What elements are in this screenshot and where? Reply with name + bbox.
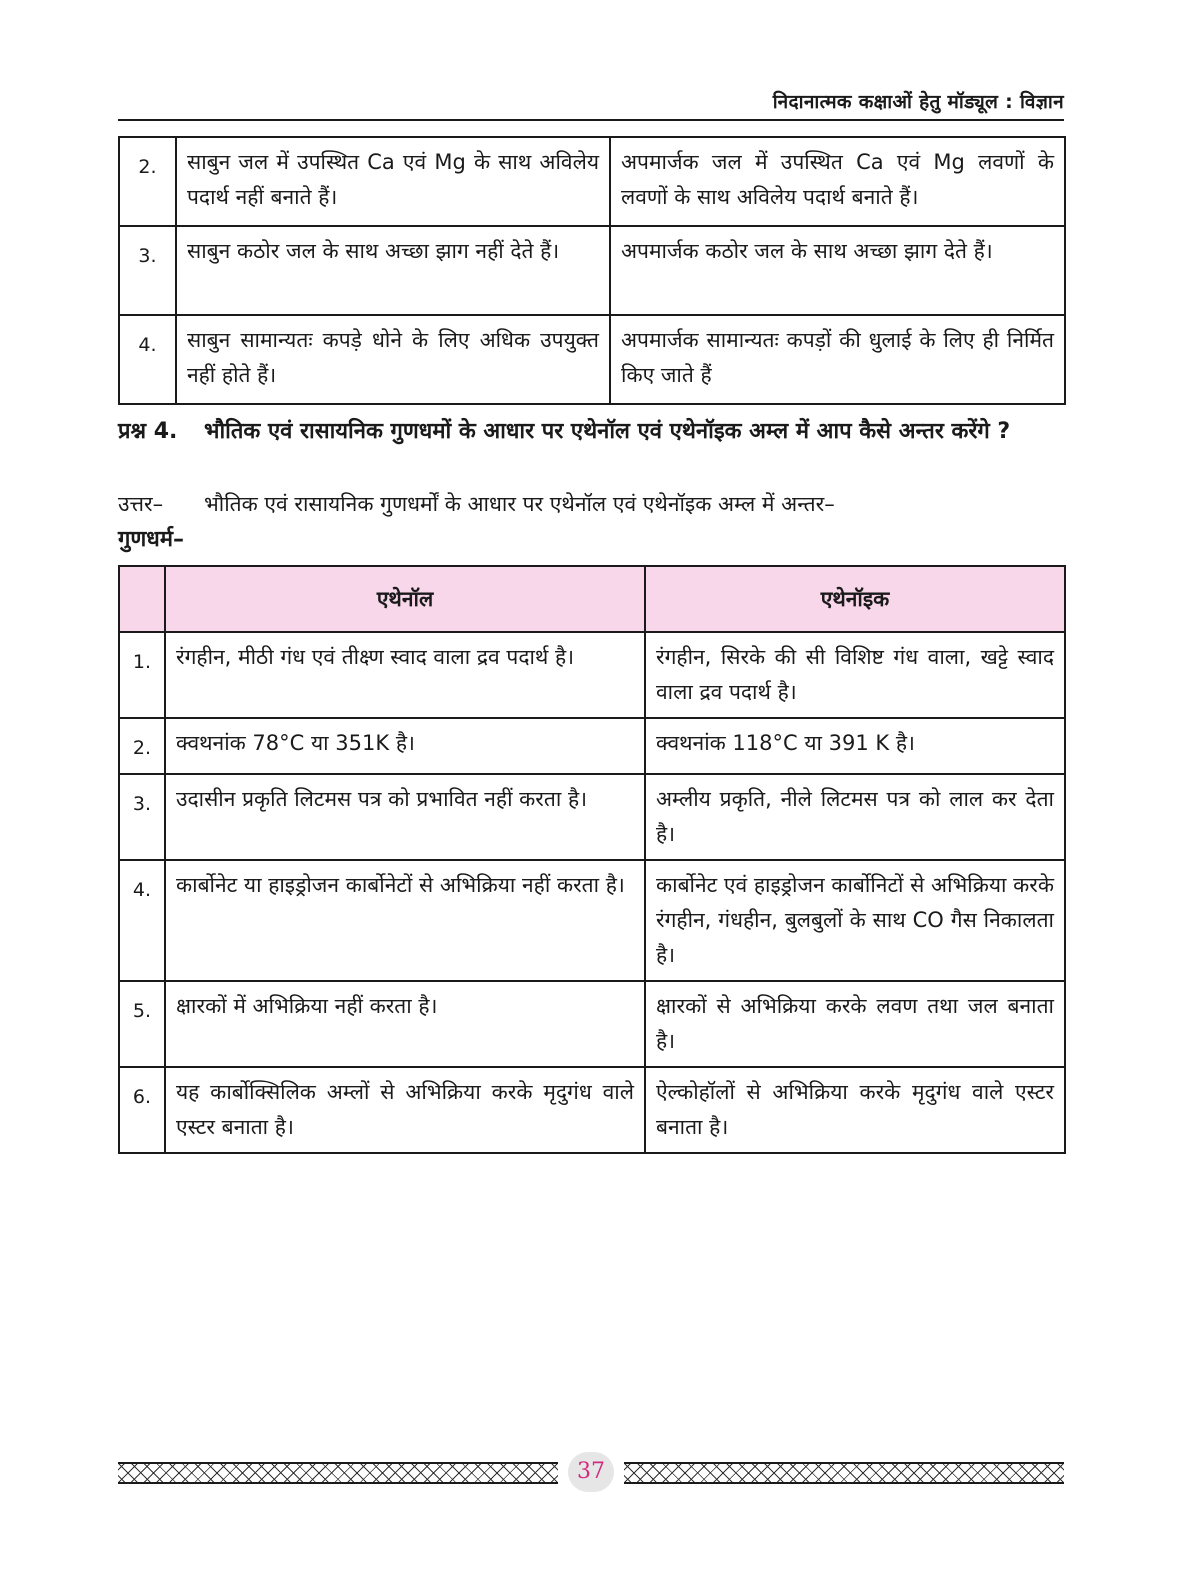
header-number — [119, 566, 165, 632]
ethanol-ethanoic-table-body — [119, 632, 1065, 1153]
detergent-cell: अपमार्जक सामान्यतः कपड़ों की धुलाई के लिए ही निर्मित किए जाते हैं — [610, 315, 1065, 404]
ethanol-cell: उदासीन प्रकृति लिटमस पत्र को प्रभावित नहीं करता है। — [165, 774, 645, 860]
table-row — [119, 718, 1065, 774]
properties-label: गुणधर्म– — [118, 527, 184, 552]
table-row — [119, 315, 1065, 404]
ethanoic-cell: क्षारकों से अभिक्रिया करके लवण तथा जल बनाता है। — [645, 981, 1065, 1067]
ethanoic-cell: ऐल्कोहॉलों से अभिक्रिया करके मृदुगंध वाले एस्टर बनाता है। — [645, 1067, 1065, 1153]
table-row — [119, 1067, 1065, 1153]
table-row — [119, 226, 1065, 315]
table-row — [119, 632, 1065, 718]
row-number: 3. — [119, 774, 165, 860]
ethanol-cell: क्षारकों में अभिक्रिया नहीं करता है। — [165, 981, 645, 1067]
ethanol-cell: क्वथनांक 78°C या 351K है। — [165, 718, 645, 774]
row-number: 4. — [119, 315, 176, 404]
table-header-row — [119, 566, 1065, 632]
detergent-cell: अपमार्जक जल में उपस्थित Ca एवं Mg लवणों के लवणों के साथ अविलेय पदार्थ बनाते हैं। — [610, 137, 1065, 226]
ethanol-cell: यह कार्बोक्सिलिक अम्लों से अभिक्रिया करके मृदुगंध वाले एस्टर बनाता है। — [165, 1067, 645, 1153]
ethanol-ethanoic-table — [118, 565, 1066, 1154]
ethanoic-cell: अम्लीय प्रकृति, नीले लिटमस पत्र को लाल कर देता है। — [645, 774, 1065, 860]
row-number: 3. — [119, 226, 176, 315]
question-text: भौतिक एवं रासायनिक गुणधमों के आधार पर एथेनॉल एवं एथेनॉइक अम्ल में आप कैसे अन्तर करेंगे ? — [204, 419, 1011, 444]
row-number: 4. — [119, 860, 165, 981]
page-number: 37 — [568, 1452, 614, 1492]
question-label: प्रश्न 4. — [118, 419, 178, 444]
ethanol-ethanoic-table-header — [119, 566, 1065, 632]
answer-block — [118, 488, 1064, 521]
soap-cell: साबुन सामान्यतः कपड़े धोने के लिए अधिक उपयुक्त नहीं होते हैं। — [176, 315, 610, 404]
answer-text: भौतिक एवं रासायनिक गुणधर्मों के आधार पर एथेनॉल एवं एथेनॉइक अम्ल में अन्तर– — [204, 492, 835, 516]
row-number: 1. — [119, 632, 165, 718]
footer-ornament-left — [118, 1462, 558, 1484]
running-header: निदानात्मक कक्षाओं हेतु मॉड्यूल : विज्ञान — [772, 91, 1064, 113]
row-number: 2. — [119, 718, 165, 774]
header-ethanol: एथेनॉल — [165, 566, 645, 632]
page-footer — [118, 1459, 1064, 1484]
question-block — [118, 413, 1064, 450]
table-row — [119, 981, 1065, 1067]
header-ethanoic: एथेनॉइक — [645, 566, 1065, 632]
row-number: 6. — [119, 1067, 165, 1153]
soap-cell: साबुन कठोर जल के साथ अच्छा झाग नहीं देते हैं। — [176, 226, 610, 315]
ethanol-cell: कार्बोनेट या हाइड्रोजन कार्बोनेटों से अभिक्रिया नहीं करता है। — [165, 860, 645, 981]
detergent-cell: अपमार्जक कठोर जल के साथ अच्छा झाग देते हैं। — [610, 226, 1065, 315]
ethanoic-cell: रंगहीन, सिरके की सी विशिष्ट गंध वाला, खट्टे स्वाद वाला द्रव पदार्थ है। — [645, 632, 1065, 718]
footer-ornament-right — [624, 1462, 1064, 1484]
row-number: 5. — [119, 981, 165, 1067]
table-row — [119, 137, 1065, 226]
answer-label: उत्तर– — [118, 492, 164, 516]
soap-detergent-table-body — [119, 137, 1065, 404]
ethanoic-cell: क्वथनांक 118°C या 391 K है। — [645, 718, 1065, 774]
soap-cell: साबुन जल में उपस्थित Ca एवं Mg के साथ अविलेय पदार्थ नहीं बनाते हैं। — [176, 137, 610, 226]
row-number: 2. — [119, 137, 176, 226]
table-row — [119, 774, 1065, 860]
ethanol-cell: रंगहीन, मीठी गंध एवं तीक्ष्ण स्वाद वाला द्रव पदार्थ है। — [165, 632, 645, 718]
header-rule — [118, 119, 1064, 121]
soap-detergent-table — [118, 136, 1066, 405]
table-row — [119, 860, 1065, 981]
ethanoic-cell: कार्बोनेट एवं हाइड्रोजन कार्बोनिटों से अभिक्रिया करके रंगहीन, गंधहीन, बुलबुलों के साथ CO गैस निकालता है। — [645, 860, 1065, 981]
